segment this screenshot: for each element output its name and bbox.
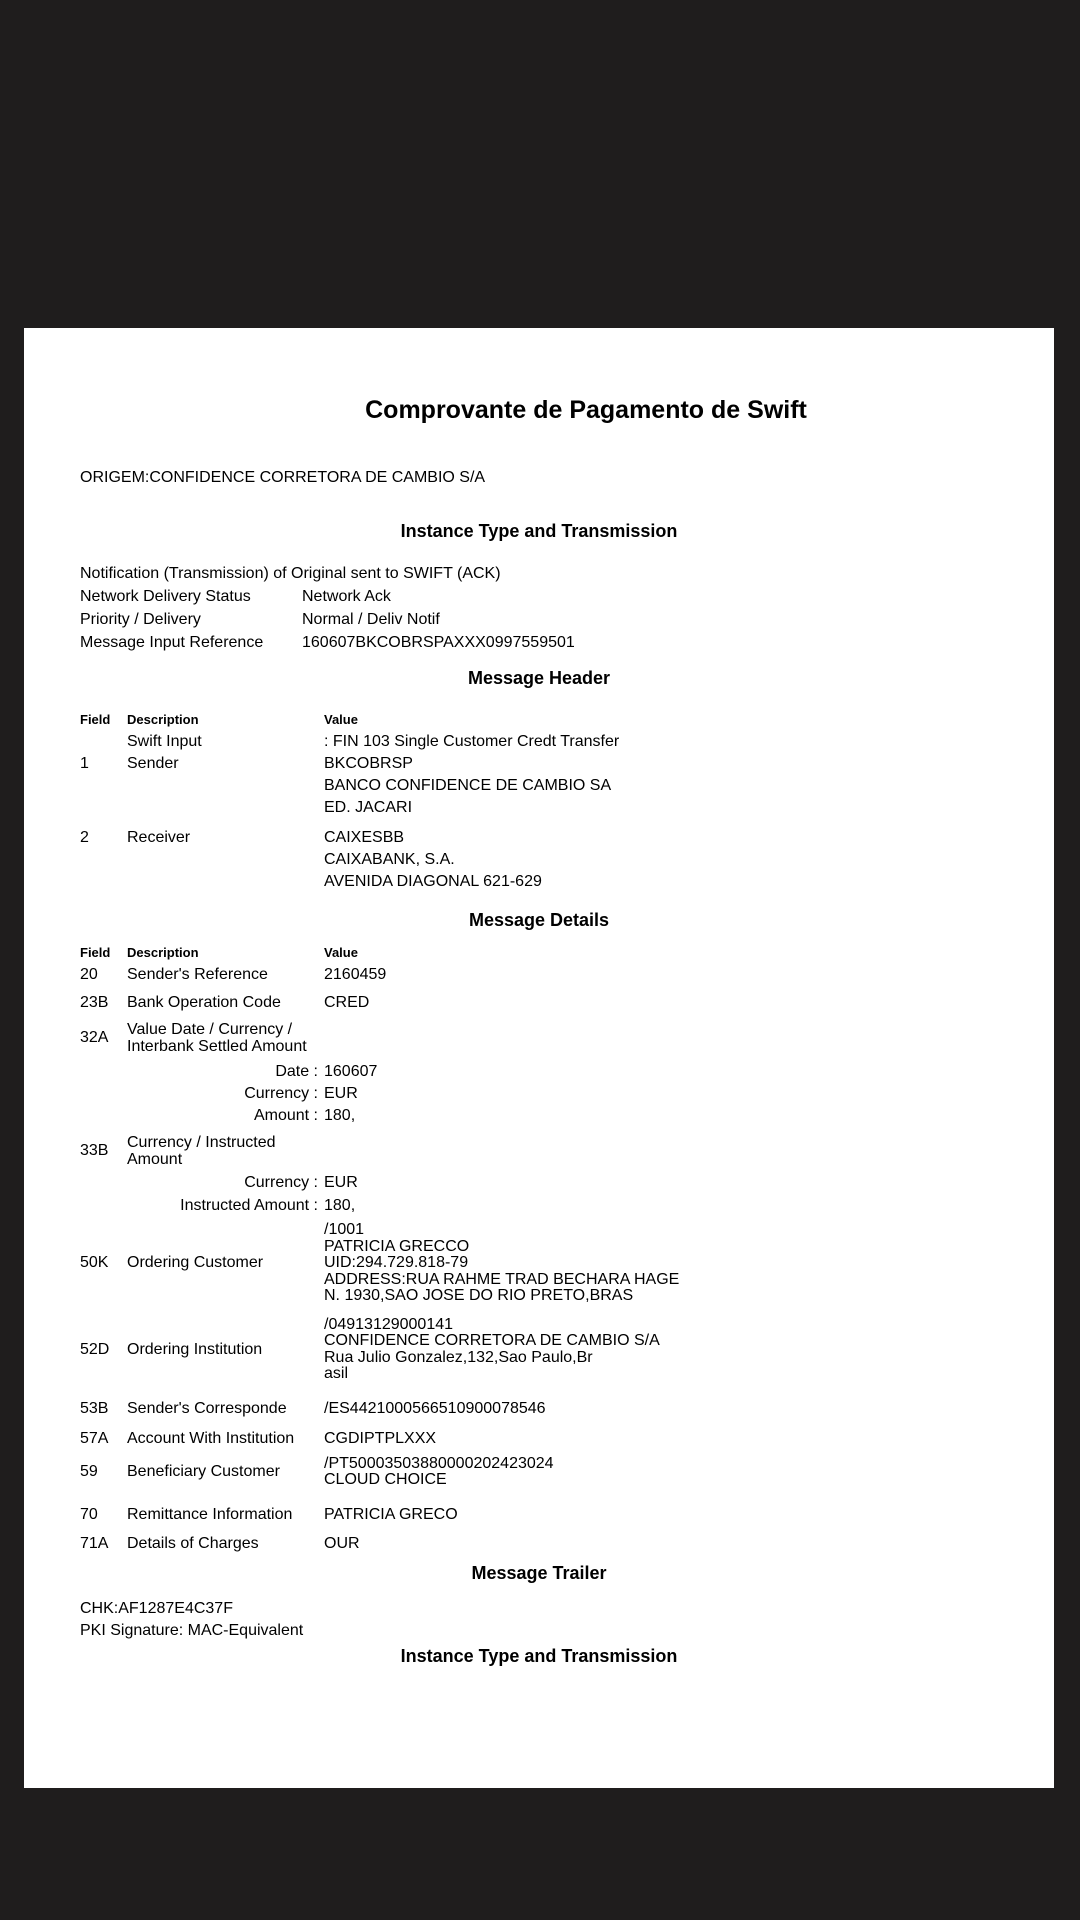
kv-label: Message Input Reference: [80, 634, 264, 651]
table-row-53b-senders-correspondent: [80, 1398, 1030, 1420]
column-header-description: Description: [127, 712, 199, 727]
field-description: Ordering Customer: [127, 1254, 264, 1272]
value-line: AVENIDA DIAGONAL 621-629: [324, 873, 542, 890]
subfield-row-date: [80, 1061, 1054, 1083]
field-description: Receiver: [127, 829, 191, 846]
field-description: Remittance Information: [127, 1505, 293, 1523]
subfield-label: Date :: [275, 1063, 318, 1080]
subfield-value: 180,: [324, 1197, 356, 1214]
column-header-field: Field: [80, 945, 111, 960]
table-row-20-senders-reference: [80, 964, 1030, 986]
section-heading-instance-type: Instance Type and Transmission: [400, 521, 678, 541]
field-code: 2: [80, 829, 89, 846]
field-value: OUR: [324, 1534, 360, 1552]
value-line: N. 1930,SAO JOSE DO RIO PRETO,BRAS: [324, 1287, 634, 1304]
subfield-label: Currency :: [244, 1085, 318, 1102]
subfield-value: 180,: [324, 1107, 356, 1124]
document-title: Comprovante de Pagamento de Swift: [365, 396, 807, 424]
value-line: CAIXABANK, S.A.: [324, 851, 455, 868]
field-code: 52D: [80, 1340, 110, 1358]
field-code: 70: [80, 1505, 98, 1523]
column-header-description: Description: [127, 945, 199, 960]
value-line: ED. JACARI: [324, 799, 413, 816]
subfield-label: Amount :: [253, 1107, 318, 1124]
field-description: Beneficiary Customer: [127, 1463, 280, 1480]
table-row-70-remittance-information: [80, 1504, 1030, 1526]
field-value: PATRICIA GRECO: [324, 1505, 458, 1523]
kv-value: Network Ack: [302, 588, 391, 605]
field-code: 50K: [80, 1254, 109, 1272]
value-line: asil: [324, 1365, 349, 1382]
table-row-sender: [80, 753, 1030, 819]
field-value: 2160459: [324, 966, 387, 983]
field-code: 23B: [80, 994, 109, 1011]
field-code: 53B: [80, 1399, 109, 1417]
description-line: Value Date / Currency /: [127, 1021, 293, 1038]
table-row-receiver: [80, 827, 1030, 893]
subfield-value: EUR: [324, 1174, 358, 1191]
kv-value: Normal / Deliv Notif: [302, 611, 440, 628]
field-description: Sender's Reference: [127, 966, 268, 983]
origin-line: ORIGEM:CONFIDENCE CORRETORA DE CAMBIO S/A: [80, 469, 486, 486]
subfield-row-currency-2: [80, 1172, 1054, 1194]
field-value: /ES4421000566510900078546: [324, 1399, 546, 1417]
subfield-label: Instructed Amount :: [180, 1197, 318, 1214]
field-code: 57A: [80, 1429, 109, 1447]
value-line: BANCO CONFIDENCE DE CAMBIO SA: [324, 777, 612, 794]
subfield-row-currency: [80, 1083, 1054, 1105]
value-line: /04913129000141: [324, 1315, 454, 1333]
subfield-value: EUR: [324, 1085, 358, 1102]
kv-label: Priority / Delivery: [80, 611, 201, 628]
value-line: PATRICIA GRECCO: [324, 1237, 470, 1255]
field-code: 59: [80, 1463, 98, 1480]
table-row-71a-details-of-charges: [80, 1533, 1030, 1555]
field-description: [127, 1021, 324, 1055]
table-row-57a-account-with-institution: [80, 1428, 1030, 1450]
notification-line: Notification (Transmission) of Original sent to SWIFT (ACK): [80, 565, 501, 582]
value-line: ADDRESS:RUA RAHME TRAD BECHARA HAGE: [324, 1270, 680, 1288]
table-row-50k-ordering-customer: [80, 1222, 1030, 1305]
description-line: Amount: [127, 1151, 183, 1168]
value-line: BKCOBRSP: [324, 755, 413, 772]
description-line: Currency / Instructed: [127, 1134, 276, 1151]
value-line: CAIXESBB: [324, 829, 405, 846]
section-heading-message-details: Message Details: [468, 910, 610, 930]
kv-row-message-input-reference: [80, 631, 1054, 654]
field-code: 1: [80, 755, 89, 772]
value-line: UID:294.729.818-79: [324, 1254, 469, 1271]
table-row-52d-ordering-institution: [80, 1317, 1030, 1383]
field-description: Bank Operation Code: [127, 994, 281, 1011]
section-heading-message-trailer: Message Trailer: [471, 1562, 607, 1583]
kv-row-priority-delivery: [80, 608, 1054, 631]
field-value: [324, 753, 1030, 819]
subfield-label: Currency :: [244, 1174, 318, 1191]
description-line: Interbank Settled Amount: [127, 1038, 307, 1055]
column-header-field: Field: [80, 712, 111, 727]
field-value: [324, 1317, 1030, 1383]
table-row-33b-currency-instructed: [80, 1134, 1030, 1168]
trailer-pki-line: PKI Signature: MAC-Equivalent: [80, 1621, 304, 1639]
table-row-59-beneficiary-customer: [80, 1456, 1030, 1489]
field-description: [127, 1134, 324, 1168]
field-description: Account With Institution: [127, 1429, 295, 1447]
swift-receipt-page: [24, 328, 1054, 1788]
field-value: : FIN 103 Single Customer Credt Transfer: [324, 733, 620, 750]
value-line: CONFIDENCE CORRETORA DE CAMBIO S/A: [324, 1332, 660, 1349]
message-header-column-headers: [80, 709, 1030, 731]
field-value: [324, 1456, 1030, 1489]
kv-row-network-delivery-status: [80, 585, 1054, 608]
field-description: Sender: [127, 755, 179, 772]
trailer-chk-line: CHK:AF1287E4C37F: [80, 1599, 233, 1617]
section-heading-message-header: Message Header: [467, 668, 611, 688]
field-code: 33B: [80, 1142, 109, 1159]
table-row-swift-input: [80, 731, 1030, 753]
kv-value: 160607BKCOBRSPAXXX0997559501: [302, 634, 575, 651]
field-description: Swift Input: [127, 733, 202, 750]
field-value: CGDIPTPLXXX: [324, 1429, 437, 1447]
field-description: Ordering Institution: [127, 1340, 263, 1358]
kv-label: Network Delivery Status: [80, 588, 251, 605]
value-line: CLOUD CHOICE: [324, 1471, 447, 1488]
field-code: 71A: [80, 1534, 109, 1552]
section-heading-instance-type-2: Instance Type and Transmission: [400, 1645, 678, 1666]
field-description: Details of Charges: [127, 1534, 259, 1552]
value-line: /PT50003503880000202423024: [324, 1454, 554, 1472]
field-code: 32A: [80, 1029, 109, 1046]
field-value: [324, 827, 1030, 893]
subfield-row-amount: [80, 1105, 1054, 1127]
subfield-value: 160607: [324, 1063, 378, 1080]
field-value: [324, 1222, 1030, 1305]
table-row-23b-bank-operation-code: [80, 992, 1030, 1014]
field-description: Sender's Corresponde: [127, 1399, 287, 1417]
subfield-row-instructed-amount: [80, 1195, 1054, 1217]
value-line: /1001: [324, 1221, 365, 1238]
field-code: [80, 731, 127, 753]
field-value: CRED: [324, 994, 370, 1011]
column-header-value: Value: [324, 712, 358, 727]
column-header-value: Value: [324, 945, 358, 960]
message-details-column-headers: [80, 942, 1030, 964]
field-code: 20: [80, 966, 98, 983]
table-row-32a-value-date: [80, 1021, 1030, 1055]
value-line: Rua Julio Gonzalez,132,Sao Paulo,Br: [324, 1348, 593, 1366]
